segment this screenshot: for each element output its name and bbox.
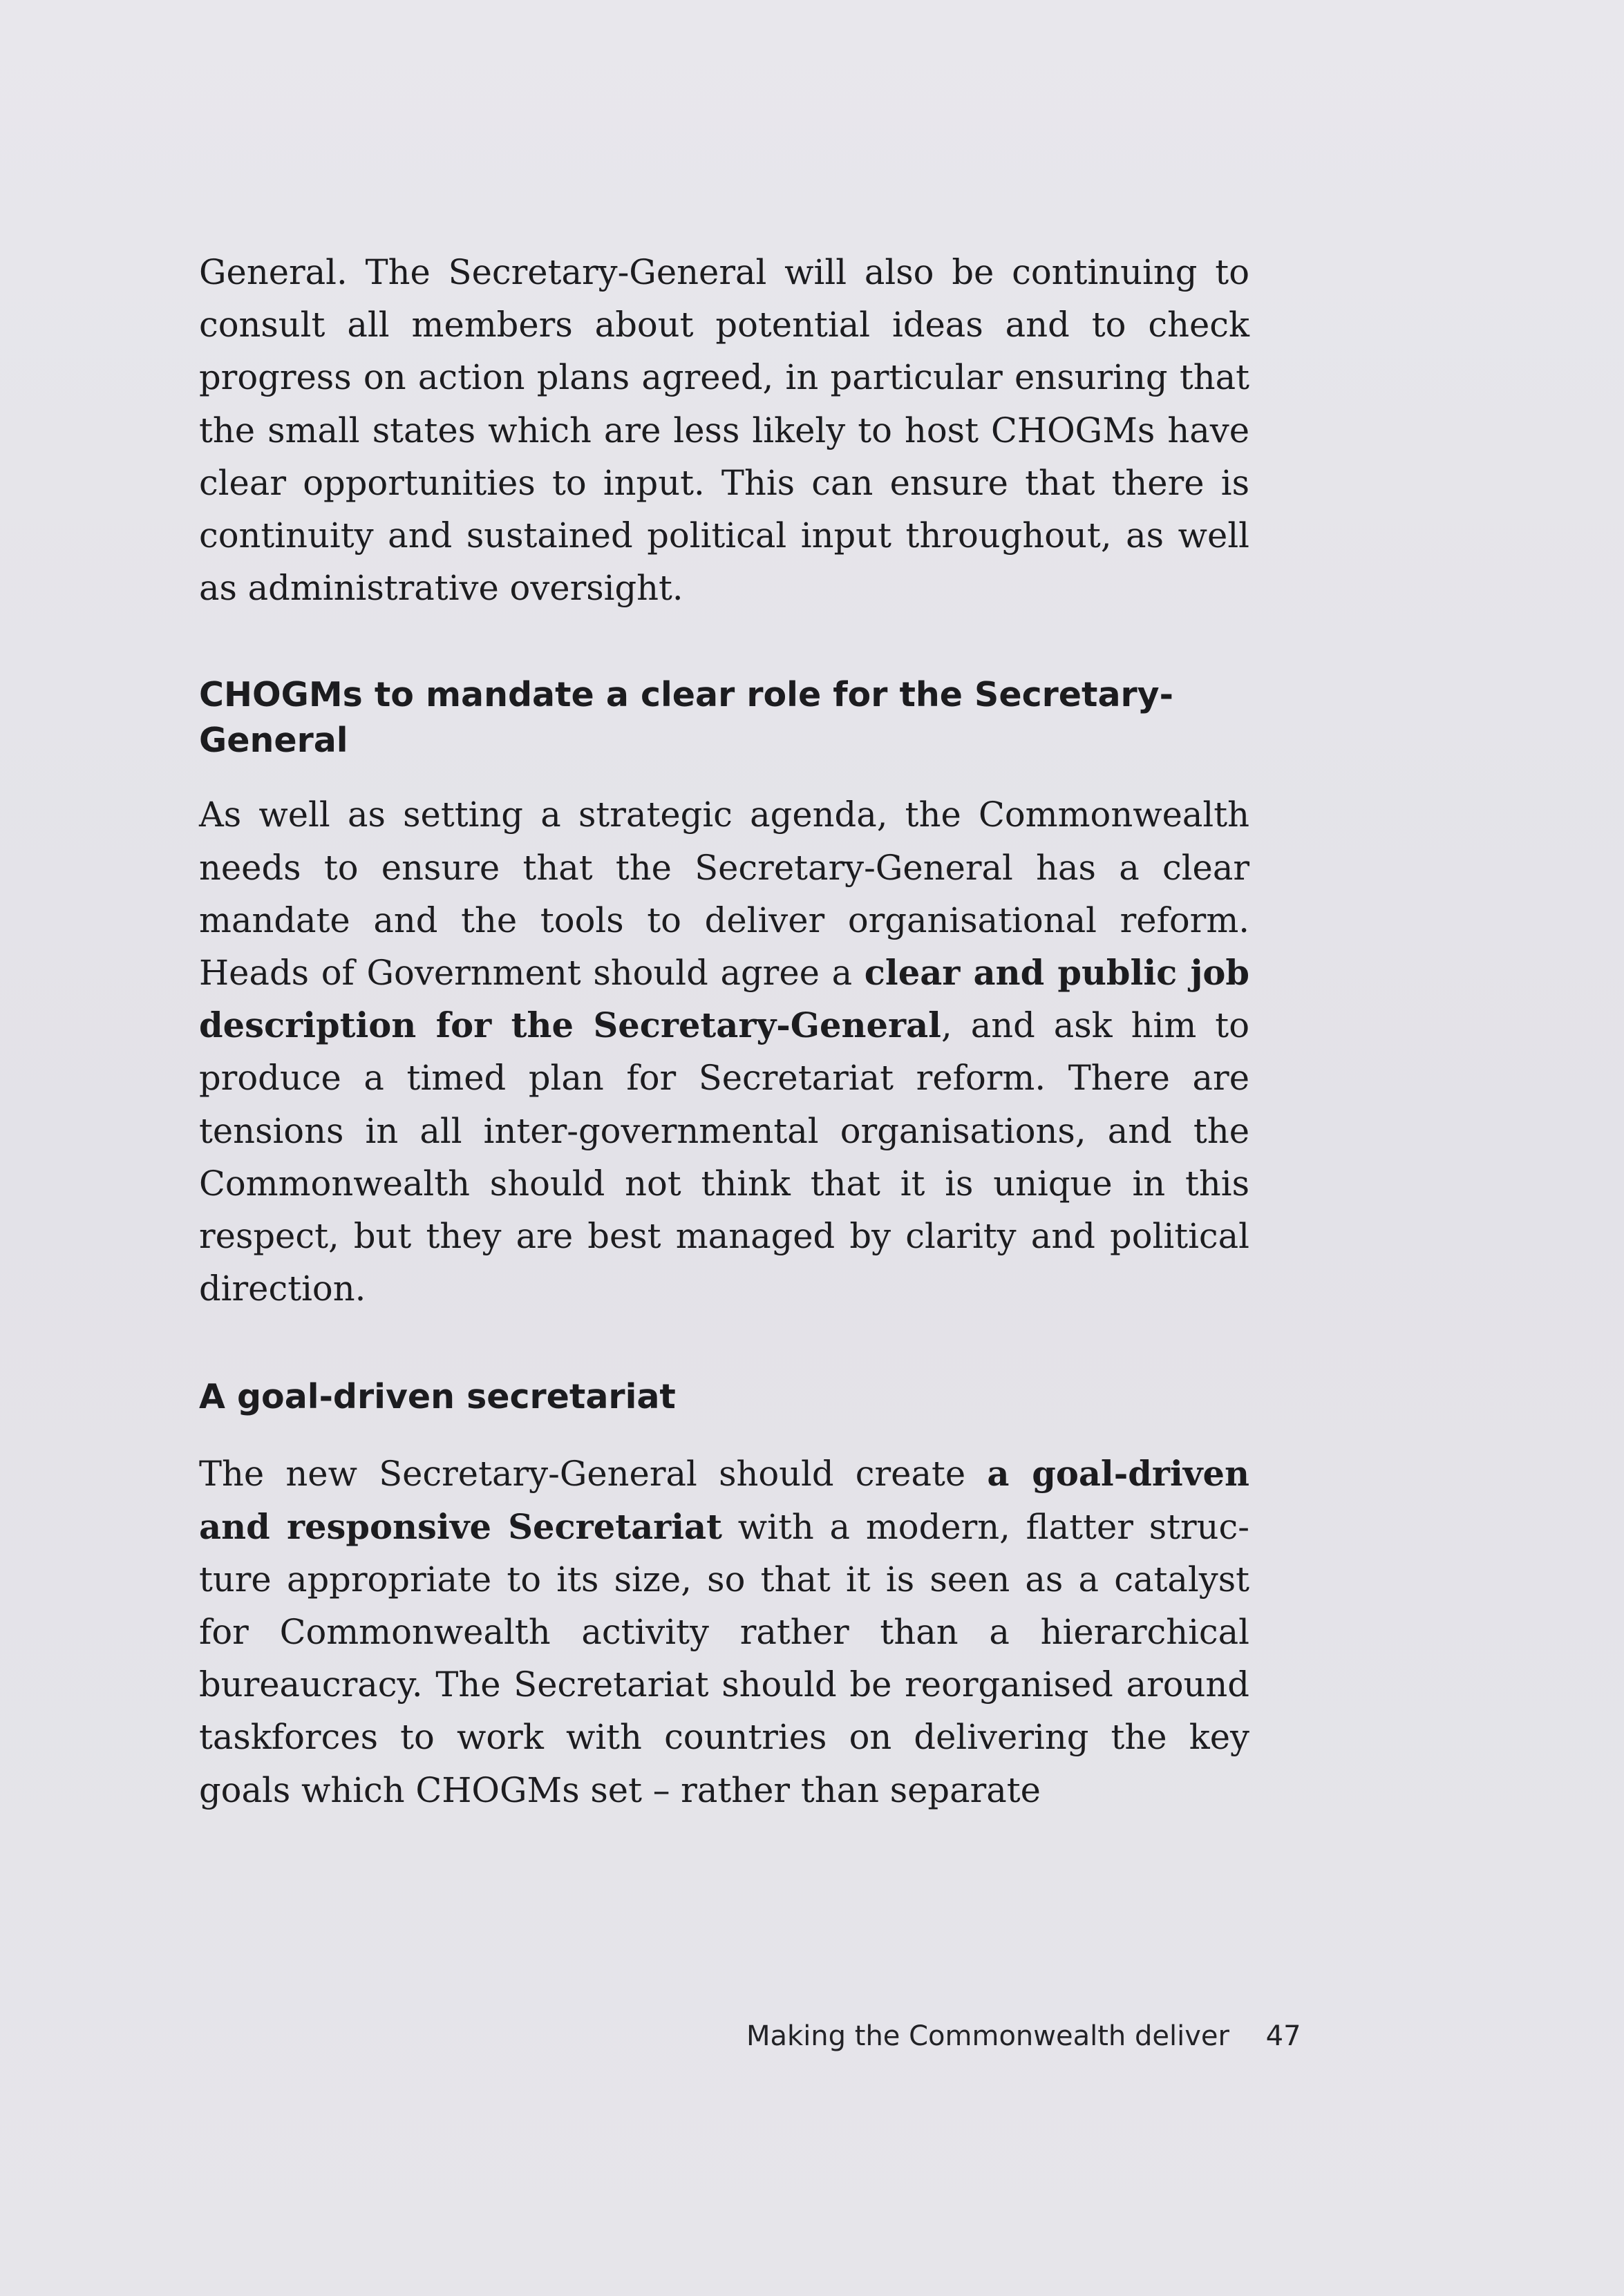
paragraph-mandate-text-2: , and ask him to produce a timed plan for Secretariat reform. There are tensions in all inter-governmental organisations, and the Commonwealth should not think that it is unique in this respect, but they are best managed by clarity and political direction.: [199, 1005, 1249, 1309]
paragraph-secretariat-text-1: The new Secretary-General should create: [199, 1454, 988, 1495]
paragraph-secretariat: [199, 1448, 1249, 1816]
paragraph-secretariat-bold: a goal-driven and responsive Secretariat: [199, 1454, 1249, 1547]
section-heading-goal-driven-secretariat: A goal-driven secretariat: [199, 1377, 676, 1417]
paragraph-mandate: [199, 788, 1249, 1315]
paragraph-mandate-bold: clear and public job description for the Secretary-General: [199, 953, 1249, 1046]
running-title: Making the Commonwealth deliver: [746, 2020, 1229, 2052]
page-footer: [746, 2020, 1301, 2052]
paragraph-mandate-text-1: As well as setting a strategic agenda, the Commonwealth needs to ensure that the Secretary-General has a clear mandate and the tools to deliver organisational reform. Heads of Government should agree a: [199, 795, 1249, 994]
paragraph-secretariat-text-2: with a modern, flatter structure appropriate to its size, so that it is seen as a catalyst for Commonwealth activity rather than a hierarchical bureaucracy. The Secretariat should be reorganised around taskforces to work with countries on delivering the key goals which CHOGMs set – rather than separate: [199, 1506, 1249, 1810]
section-heading-secretary-general-role: CHOGMs to mandate a clear role for the Secretary-General: [199, 675, 1173, 761]
body-text-column: [199, 246, 1249, 1816]
page-number: 47: [1265, 2020, 1301, 2052]
paragraph-continuation: General. The Secretary-General will also be continuing to consult all members about potential ideas and to check progress on action plans agreed, in particular ensuring that the small states which are less likely to host CHOGMs have clear opportunities to input. This can ensure that there is continuity and sustained political input throughout, as well as administrative oversight.: [199, 252, 1249, 609]
